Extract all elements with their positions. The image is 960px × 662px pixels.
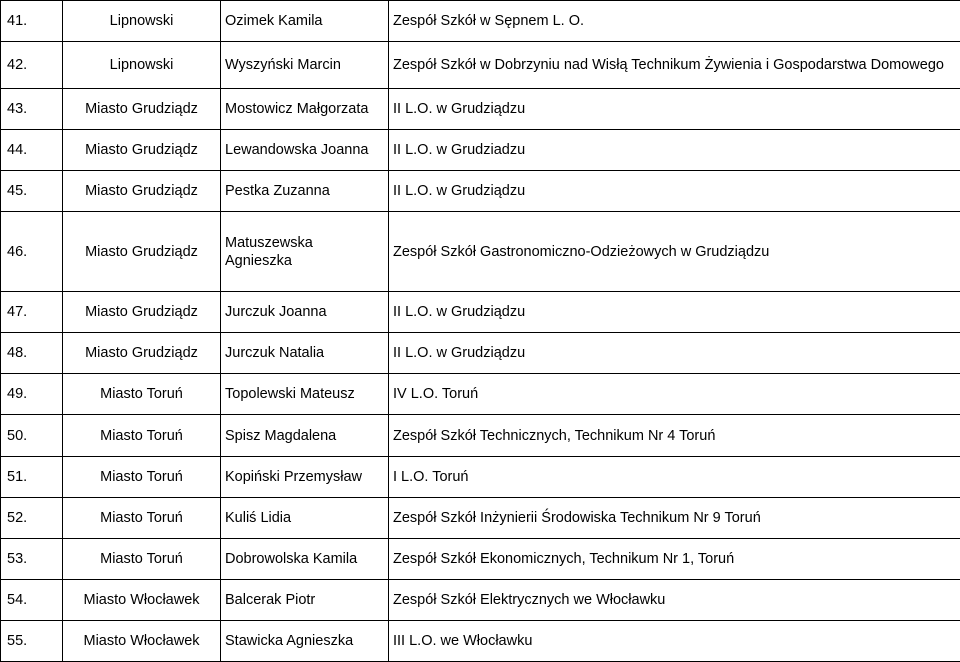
region-cell: Miasto Toruń	[63, 374, 221, 415]
table-row	[1, 212, 960, 292]
school-cell: II L.O. w Grudziądzu	[389, 89, 960, 130]
school-cell: I L.O. Toruń	[389, 456, 960, 497]
table-row	[1, 538, 960, 579]
name-cell: Topolewski Mateusz	[221, 374, 389, 415]
table-row	[1, 620, 960, 661]
name-cell: Matuszewska Agnieszka	[221, 212, 389, 292]
region-cell: Miasto Grudziądz	[63, 212, 221, 292]
table-row	[1, 579, 960, 620]
row-number: 54.	[1, 579, 63, 620]
school-cell: II L.O. w Grudziądzu	[389, 292, 960, 333]
school-cell: IV L.O. Toruń	[389, 374, 960, 415]
region-cell: Miasto Grudziądz	[63, 292, 221, 333]
table-row	[1, 42, 960, 89]
name-cell: Lewandowska Joanna	[221, 130, 389, 171]
table-row	[1, 130, 960, 171]
name-cell: Jurczuk Natalia	[221, 333, 389, 374]
name-cell: Kuliś Lidia	[221, 497, 389, 538]
table-row	[1, 292, 960, 333]
row-number: 48.	[1, 333, 63, 374]
school-cell: III L.O. we Włocławku	[389, 620, 960, 661]
row-number: 46.	[1, 212, 63, 292]
row-number: 41.	[1, 1, 63, 42]
name-cell: Balcerak Piotr	[221, 579, 389, 620]
table-row	[1, 374, 960, 415]
row-number: 52.	[1, 497, 63, 538]
name-cell: Kopiński Przemysław	[221, 456, 389, 497]
region-cell: Miasto Grudziądz	[63, 89, 221, 130]
school-cell: Zespół Szkół Inżynierii Środowiska Technikum Nr 9 Toruń	[389, 497, 960, 538]
name-cell: Stawicka Agnieszka	[221, 620, 389, 661]
region-cell: Miasto Toruń	[63, 538, 221, 579]
school-cell: Zespół Szkół Ekonomicznych, Technikum Nr 1, Toruń	[389, 538, 960, 579]
name-cell: Spisz Magdalena	[221, 415, 389, 456]
school-cell: Zespół Szkół w Dobrzyniu nad Wisłą Technikum Żywienia i Gospodarstwa Domowego	[389, 42, 960, 89]
row-number: 43.	[1, 89, 63, 130]
row-number: 51.	[1, 456, 63, 497]
table-row	[1, 415, 960, 456]
name-cell: Wyszyński Marcin	[221, 42, 389, 89]
region-cell: Miasto Toruń	[63, 415, 221, 456]
row-number: 50.	[1, 415, 63, 456]
school-cell: Zespół Szkół Elektrycznych we Włocławku	[389, 579, 960, 620]
school-cell: II L.O. w Grudziądzu	[389, 333, 960, 374]
name-cell: Ozimek Kamila	[221, 1, 389, 42]
row-number: 45.	[1, 171, 63, 212]
name-cell: Pestka Zuzanna	[221, 171, 389, 212]
region-cell: Miasto Toruń	[63, 456, 221, 497]
row-number: 55.	[1, 620, 63, 661]
region-cell: Miasto Włocławek	[63, 620, 221, 661]
school-cell: Zespół Szkół Technicznych, Technikum Nr 4 Toruń	[389, 415, 960, 456]
table-row	[1, 456, 960, 497]
region-cell: Lipnowski	[63, 42, 221, 89]
school-cell: II L.O. w Grudziadzu	[389, 130, 960, 171]
table-row	[1, 1, 960, 42]
school-cell: II L.O. w Grudziądzu	[389, 171, 960, 212]
region-cell: Miasto Grudziądz	[63, 130, 221, 171]
region-cell: Miasto Toruń	[63, 497, 221, 538]
region-cell: Miasto Grudziądz	[63, 171, 221, 212]
name-cell: Jurczuk Joanna	[221, 292, 389, 333]
region-cell: Miasto Grudziądz	[63, 333, 221, 374]
table-row	[1, 89, 960, 130]
school-cell: Zespół Szkół Gastronomiczno-Odzieżowych w Grudziądzu	[389, 212, 960, 292]
row-number: 47.	[1, 292, 63, 333]
table-row	[1, 333, 960, 374]
name-cell: Dobrowolska Kamila	[221, 538, 389, 579]
row-number: 53.	[1, 538, 63, 579]
region-cell: Miasto Włocławek	[63, 579, 221, 620]
row-number: 44.	[1, 130, 63, 171]
name-cell: Mostowicz Małgorzata	[221, 89, 389, 130]
table-row	[1, 497, 960, 538]
table-row	[1, 171, 960, 212]
region-cell: Lipnowski	[63, 1, 221, 42]
row-number: 49.	[1, 374, 63, 415]
school-cell: Zespół Szkół w Sępnem L. O.	[389, 1, 960, 42]
row-number: 42.	[1, 42, 63, 89]
